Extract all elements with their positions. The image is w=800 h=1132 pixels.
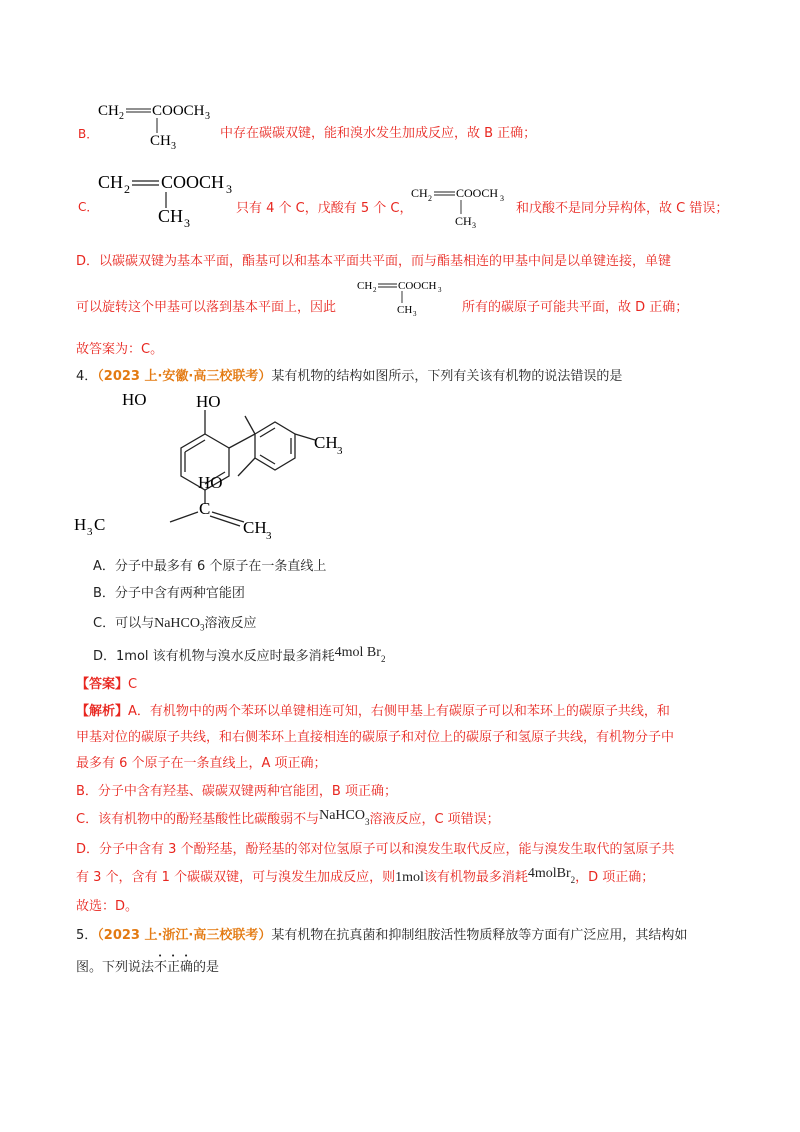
q4-stem: 某有机物的结构如图所示，下列有关该有机物的说法错误的是 [271, 369, 623, 384]
c-label: C [199, 499, 211, 518]
option-d-line1: D．以碳碳双键为基本平面，酯基可以和基本平面共平面，而与酯基相连的甲基中间是以单键连接，单键 [76, 254, 672, 269]
option-d-line2a: 可以旋转这个甲基可以落到基本平面上，因此 [76, 300, 337, 315]
oh-label-3: HO [198, 473, 223, 492]
svg-text:3: 3 [205, 111, 210, 122]
q4-analysis-line4: B．分子中含有羟基、碳碳双键两种官能团，B 项正确； [76, 784, 397, 799]
svg-text:COOCH: COOCH [161, 172, 225, 192]
ester-formula-c-small [410, 184, 520, 230]
q4-analysis-line6: D．分子中含有 3 个酚羟基，酚羟基的邻对位氢原子可以和溴发生取代反应，能与溴发生取代的氢原子共 [76, 842, 675, 857]
ch3-label: CH [314, 433, 338, 452]
option-c-letter: C． [78, 200, 99, 214]
option-d-line2b: 所有的碳原子可能共平面，故 D 正确； [462, 300, 689, 315]
svg-text:CH: CH [98, 172, 124, 192]
option-b-letter: B． [78, 127, 99, 141]
svg-text:3: 3 [438, 286, 442, 294]
q4-analysis-line7: 有 3 个，含有 1 个碳碳双键，可与溴发生加成反应，则1mol该有机物最多消耗4molBr$_2$，D 项正确； [76, 866, 655, 885]
svg-text:2: 2 [124, 182, 130, 196]
formula-main-text: CH [98, 103, 119, 119]
h3c-label: H [74, 515, 87, 534]
svg-text:COOCH: COOCH [398, 280, 437, 292]
svg-text:CH: CH [357, 280, 373, 292]
q4-analysis-line1: 【解析】A．有机物中的两个苯环以单键相连可知，右侧甲基上有碳原子可以和苯环上的碳原子共线，和 [76, 704, 670, 719]
svg-text:3: 3 [184, 216, 190, 230]
br2-formula: 4mol Br [334, 645, 381, 660]
q4-analysis-line2: 甲基对位的碳原子共线，和右侧苯环上直接相连的碳原子和对位上的碳原子和氢原子共线，有机物分子中 [76, 730, 675, 745]
svg-text:3: 3 [87, 526, 93, 538]
svg-text:COOCH: COOCH [456, 186, 499, 200]
ester-formula-c-large [95, 168, 240, 230]
q4-analysis-line8: 故选：D。 [76, 899, 139, 914]
nahco3-formula: NaHCO [154, 616, 200, 631]
q4-option-c[interactable]: C．可以与NaHCO$_3$溶液反应 [93, 616, 257, 633]
emphasis-not-correct: 不正确 [154, 960, 194, 975]
svg-text:COOCH: COOCH [152, 103, 205, 119]
q4-option-d-text: D．1mol 该有机物与溴水反应时最多消耗 [93, 649, 335, 664]
svg-text:C: C [94, 515, 106, 534]
q5-source: （2023 上·浙江·高三校联考） [97, 928, 272, 943]
q5-stem-line2: 图。下列说法不正确的是 [76, 960, 220, 975]
svg-text:3: 3 [266, 530, 272, 542]
q4-option-d[interactable]: D．1mol 该有机物与溴水反应时最多消耗4mol $Br_2$ [93, 645, 386, 664]
svg-text:3: 3 [337, 445, 343, 457]
svg-text:2: 2 [373, 286, 377, 294]
svg-text:CH: CH [411, 186, 428, 200]
svg-text:3: 3 [472, 221, 476, 230]
svg-text:2: 2 [119, 111, 124, 122]
q4-source: （2023 上·安徽·高三校联考） [97, 369, 272, 384]
q4-number: 4． [76, 369, 98, 384]
svg-text:CH: CH [397, 304, 413, 316]
ester-formula-d [356, 276, 468, 318]
q4-header [76, 365, 622, 384]
q4-option-c-text: C．可以与 [93, 616, 155, 631]
q4-option-b[interactable]: B．分子中含有两种官能团 [93, 586, 245, 601]
q5-header [76, 924, 687, 943]
q5-number: 5． [76, 928, 98, 943]
svg-text:3: 3 [226, 182, 232, 196]
svg-text:CH: CH [455, 214, 472, 228]
svg-text:2: 2 [428, 194, 432, 203]
svg-text:CH: CH [158, 206, 184, 226]
option-b-text: 中存在碳碳双键，能和溴水发生加成反应，故 B 正确； [220, 126, 537, 141]
molecule-structure [70, 388, 360, 546]
svg-text:CH: CH [150, 133, 171, 149]
option-c-text2: 和戊酸不是同分异构体，故 C 错误； [516, 201, 729, 216]
q4-answer: 【答案】C [76, 677, 138, 692]
q4-option-a[interactable]: A．分子中最多有 6 个原子在一条直线上 [93, 559, 327, 574]
ch2-label: CH [243, 518, 267, 537]
top-answer: 故答案为：C。 [76, 342, 164, 357]
ester-formula-b [95, 97, 220, 149]
svg-text:3: 3 [171, 141, 176, 149]
svg-text:3: 3 [413, 310, 417, 318]
q5-stem1: 某有机物在抗真菌和抑制组胺活性物质释放等方面有广泛应用，其结构如 [271, 928, 688, 943]
option-c-text1: 只有 4 个 C，戊酸有 5 个 C， [236, 201, 413, 216]
oh-label-1: HO [122, 390, 147, 409]
oh-label-2: HO [196, 392, 221, 411]
q4-analysis-line5: C．该有机物中的酚羟基酸性比碳酸弱不与NaHCO$_3$溶液反应，C 项错误； [76, 808, 500, 827]
svg-text:3: 3 [500, 194, 504, 203]
q4-analysis-line3: 最多有 6 个原子在一条直线上，A 项正确； [76, 756, 327, 771]
